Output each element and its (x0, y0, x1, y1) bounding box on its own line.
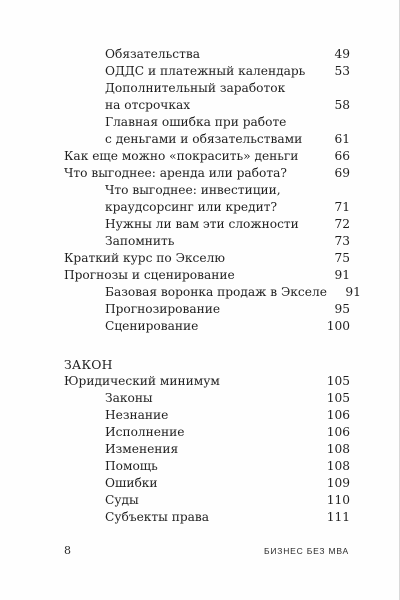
table-of-contents (64, 46, 361, 526)
toc-entry-title-line: Что выгоднее: аренда или работа? (64, 166, 287, 180)
toc-entry-title (105, 114, 302, 148)
toc-entry-title-line: Нужны ли вам эти сложности (105, 217, 299, 231)
toc-entry-title-line: Обязательства (105, 47, 200, 61)
toc-entry-title (105, 475, 158, 492)
toc-entry-page-number: 66 (334, 149, 350, 163)
toc-entry (64, 509, 350, 526)
toc-entry-title-line: Запомнить (105, 234, 175, 248)
toc-entry-title (105, 390, 153, 407)
toc-entry-title-line: Суды (105, 493, 139, 507)
toc-entry-page-number: 69 (334, 166, 350, 180)
toc-entry-title-line: с деньгами и обязательствами (105, 132, 303, 146)
toc-entry-title (105, 407, 168, 424)
toc-entry (64, 301, 350, 318)
toc-entry (64, 233, 350, 250)
toc-entry (64, 267, 350, 284)
toc-entry-page-number: 73 (334, 234, 350, 248)
toc-entry (64, 390, 350, 407)
toc-entry (64, 165, 350, 182)
section-heading: ЗАКОН (64, 357, 113, 372)
toc-entry-page-number: 106 (326, 425, 350, 439)
toc-entry-title (105, 233, 174, 250)
toc-entry (64, 148, 350, 165)
toc-entry (64, 458, 350, 475)
toc-entry-page-number: 95 (334, 302, 350, 316)
page-number: 8 (64, 544, 71, 557)
toc-entry (64, 475, 350, 492)
toc-entry-title-line: Помощь (105, 459, 158, 473)
toc-entry-page-number: 61 (334, 132, 350, 146)
toc-entry-title (64, 148, 298, 165)
toc-entry (64, 373, 350, 390)
toc-entry-page-number: 71 (334, 200, 350, 214)
toc-entry-title (105, 318, 198, 335)
toc-entry-title-line: Сценирование (105, 319, 199, 333)
toc-entry-title-line: Незнание (105, 408, 169, 422)
toc-entry-title-line: Что выгоднее: инвестиции, (105, 183, 281, 197)
toc-entry-page-number: 106 (326, 408, 350, 422)
toc-entry-title-line: Субъекты права (105, 510, 210, 524)
toc-entry (64, 216, 350, 233)
toc-entry (64, 80, 350, 114)
toc-entry (64, 424, 350, 441)
toc-entry-page-number: 105 (326, 374, 350, 388)
toc-entry-title (105, 182, 281, 216)
toc-entry-title (105, 284, 327, 301)
toc-entry-title (64, 250, 225, 267)
toc-entry (64, 441, 350, 458)
toc-entry-page-number: 108 (326, 459, 350, 473)
toc-entry-title-line: Краткий курс по Экселю (64, 251, 225, 265)
toc-entry-page-number: 111 (326, 510, 350, 524)
toc-entry (64, 114, 350, 148)
toc-entry-title-line: Юридический минимум (64, 374, 220, 388)
toc-entry-title (105, 301, 220, 318)
toc-entry-title (105, 80, 285, 114)
toc-entry-page-number: 109 (326, 476, 350, 490)
page-footer (64, 544, 349, 557)
toc-entry-title (105, 509, 209, 526)
toc-entry-title (105, 424, 184, 441)
toc-entry-title-line: Изменения (105, 442, 179, 456)
toc-entry (64, 318, 350, 335)
toc-entry-title-line: Базовая воронка продаж в Экселе (105, 285, 327, 299)
toc-entry-title-line: Ошибки (105, 476, 158, 490)
toc-entry-title-line: Прогнозы и сценирование (64, 268, 235, 282)
toc-entry-title (64, 267, 235, 284)
section-gap (64, 335, 350, 356)
toc-entry-page-number: 91 (345, 285, 361, 299)
toc-entry (64, 407, 350, 424)
toc-entry-page-number: 100 (326, 319, 350, 333)
toc-entry-page-number: 72 (334, 217, 350, 231)
toc-entry-title-line: Как еще можно «покрасить» деньги (64, 149, 299, 163)
toc-entry-title (105, 441, 178, 458)
toc-entry (64, 284, 361, 301)
toc-entry-page-number: 58 (334, 98, 350, 112)
toc-entry-page-number: 75 (334, 251, 350, 265)
toc-entry-title-line: Законы (105, 391, 153, 405)
toc-group-finance (64, 46, 361, 335)
toc-entry-title-line: Прогнозирование (105, 302, 221, 316)
toc-entry-title-line: на отсрочках (105, 98, 191, 112)
toc-entry-page-number: 91 (334, 268, 350, 282)
toc-entry-title-line: краудсорсинг или кредит? (105, 200, 278, 214)
toc-entry-title (64, 373, 220, 390)
toc-entry (64, 63, 350, 80)
toc-entry-title (105, 216, 299, 233)
toc-entry-title (64, 165, 287, 182)
toc-entry-page-number: 105 (326, 391, 350, 405)
toc-entry-page-number: 108 (326, 442, 350, 456)
toc-entry-title (105, 46, 200, 63)
toc-entry-page-number: 53 (334, 64, 350, 78)
toc-entry-title (105, 492, 139, 509)
toc-entry-title-line: Дополнительный заработок (105, 81, 286, 95)
toc-entry (64, 492, 350, 509)
toc-entry (64, 250, 350, 267)
toc-entry-title (105, 458, 158, 475)
toc-entry-title-line: ОДДС и платежный календарь (105, 64, 306, 78)
running-head: БИЗНЕС БЕЗ МВА (263, 545, 349, 556)
toc-entry-title-line: Главная ошибка при работе (105, 115, 287, 129)
toc-group-law (64, 373, 350, 526)
toc-entry-page-number: 110 (326, 493, 350, 507)
toc-entry-title-line: Исполнение (105, 425, 185, 439)
toc-entry-title (105, 63, 305, 80)
toc-entry-page-number: 49 (334, 47, 350, 61)
toc-entry (64, 46, 350, 63)
toc-entry (64, 182, 350, 216)
